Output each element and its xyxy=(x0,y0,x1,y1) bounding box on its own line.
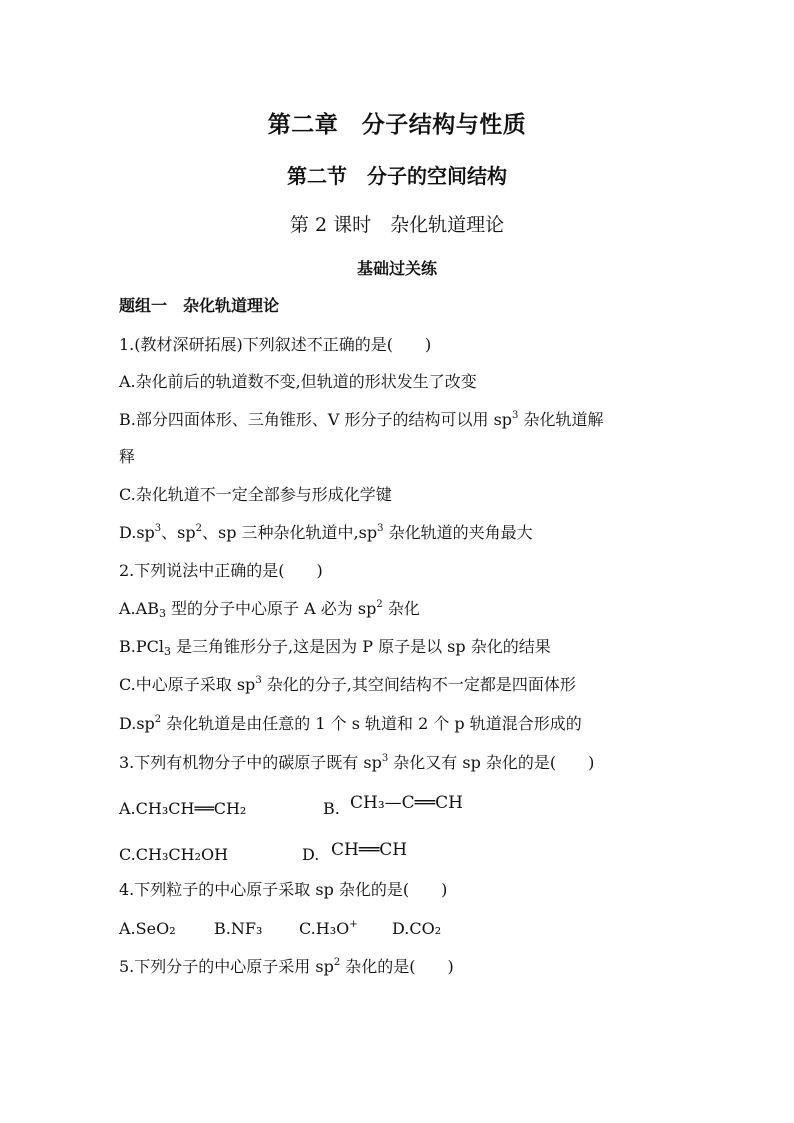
q3-option-b xyxy=(323,798,340,820)
q1-option-d xyxy=(119,522,533,544)
q3-c-label: C. xyxy=(119,845,136,864)
q3-a-formula: CH₃CH══CH₂ xyxy=(135,799,247,818)
q3-stem-sup: 3 xyxy=(381,753,389,764)
lesson-title: 第 2 课时 杂化轨道理论 xyxy=(289,214,505,236)
q1-d-sup1: 3 xyxy=(154,523,162,534)
q2-a-part2: 型的分子中心原子 A 必为 sp xyxy=(165,599,377,618)
q2-a-sup: 2 xyxy=(376,599,383,610)
q3-c-formula: CH₃CH₂OH xyxy=(135,845,229,864)
q2-d-part2: 杂化轨道是由任意的 1 个 s 轨道和 2 个 p 轨道混合形成的 xyxy=(161,714,582,733)
q2-stem: 2.下列说法中正确的是( ) xyxy=(119,561,323,580)
q3-d-formula: CH══CH xyxy=(331,840,408,860)
q2-d-part1: D.sp xyxy=(119,714,155,733)
q2-a-part3: 杂化 xyxy=(382,599,420,618)
q1-d-part3: 、sp 三种杂化轨道中,sp xyxy=(202,523,378,542)
q2-c-part1: C.中心原子采取 sp xyxy=(119,675,256,694)
q2-c-part2: 杂化的分子,其空间结构不一定都是四面体形 xyxy=(261,675,576,694)
q3-option-a xyxy=(119,798,246,820)
q4-stem: 4.下列粒子的中心原子采取 sp 杂化的是( ) xyxy=(119,880,448,899)
q4-c-sup: + xyxy=(349,919,358,930)
group1-title: 题组一 杂化轨道理论 xyxy=(119,296,280,315)
q3-b-formula: CH₃—C══CH xyxy=(350,793,463,813)
practice-title: 基础过关练 xyxy=(356,259,437,278)
q1-b-sup: 3 xyxy=(512,410,519,421)
q1-option-b xyxy=(119,409,604,431)
q1-option-c: C.杂化轨道不一定全部参与形成化学键 xyxy=(119,485,392,504)
q1-stem: 1.(教材深研拓展)下列叙述不正确的是( ) xyxy=(119,335,432,354)
q2-option-d xyxy=(119,713,582,735)
q3-option-d xyxy=(302,844,319,866)
q5-stem-part1: 5.下列分子的中心原子采用 sp xyxy=(119,957,334,976)
q1-option-a: A.杂化前后的轨道数不变,但轨道的形状发生了改变 xyxy=(119,372,477,391)
q2-a-sub: 3 xyxy=(158,607,166,620)
q2-b-part2: 是三角锥形分子,这是因为 P 原子是以 sp 杂化的结果 xyxy=(170,637,551,656)
section-title: 第二节 分子的空间结构 xyxy=(287,164,507,188)
q1-d-part1: D.sp xyxy=(119,523,155,542)
q5-stem-part2: 杂化的是( ) xyxy=(340,957,454,976)
q1-b-text-end: 杂化轨道解 xyxy=(518,410,604,429)
q2-option-b xyxy=(119,636,551,658)
q4-option-b: B.NF₃ xyxy=(214,919,263,938)
q2-b-part1: B.PCl xyxy=(119,637,164,656)
q1-d-sup3: 3 xyxy=(377,523,384,534)
q1-option-b-continued: 释 xyxy=(119,447,136,466)
q2-option-c xyxy=(119,674,576,696)
q3-b-label: B. xyxy=(323,799,340,818)
q5-stem xyxy=(119,956,454,978)
q1-b-text: B.部分四面体形、三角锥形、V 形分子的结构可以用 sp xyxy=(119,410,513,429)
q2-a-part1: A.AB xyxy=(119,599,159,618)
q2-c-sup: 3 xyxy=(255,675,262,686)
q3-stem-part1: 3.下列有机物分子中的碳原子既有 sp xyxy=(119,753,382,772)
q3-a-label: A. xyxy=(119,799,136,818)
q2-d-sup: 2 xyxy=(154,714,162,725)
q1-d-part2: 、sp xyxy=(161,523,196,542)
q3-option-c xyxy=(119,844,228,866)
q3-stem xyxy=(119,752,594,774)
q1-d-part4: 杂化轨道的夹角最大 xyxy=(383,523,533,542)
q5-stem-sup: 2 xyxy=(333,957,341,968)
q3-stem-part2: 杂化又有 sp 杂化的是( ) xyxy=(388,753,595,772)
q2-b-sub: 3 xyxy=(163,645,171,658)
q1-d-sup2: 2 xyxy=(195,523,203,534)
q3-d-label: D. xyxy=(302,845,320,864)
q4-option-c xyxy=(299,918,358,940)
q4-option-a: A.SeO₂ xyxy=(119,919,176,938)
chapter-title: 第二章 分子结构与性质 xyxy=(267,111,527,138)
q2-option-a xyxy=(119,598,420,620)
q4-option-d: D.CO₂ xyxy=(392,919,442,938)
q4-c-text: C.H₃O xyxy=(299,919,350,938)
